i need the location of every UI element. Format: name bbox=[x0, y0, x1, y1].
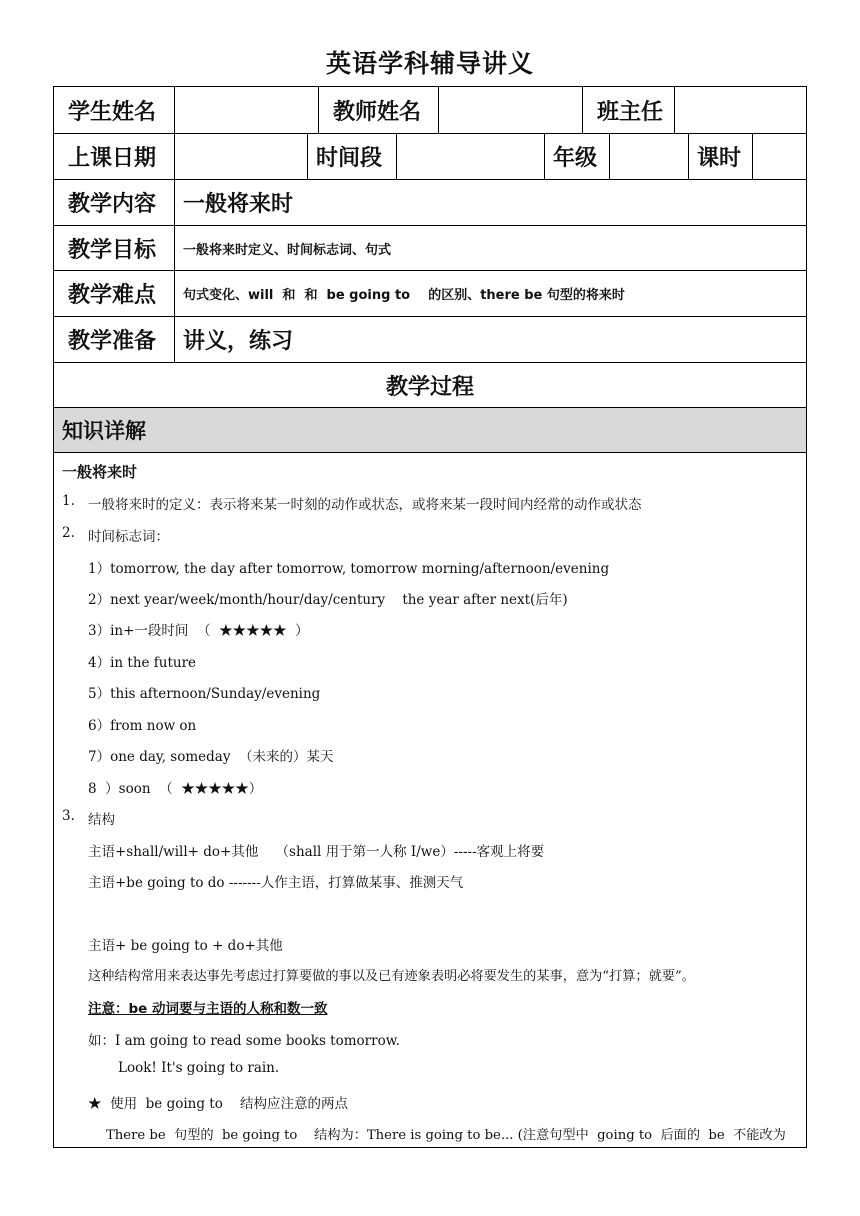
structure-formula: 主语+ be going to + do+其他 bbox=[88, 938, 283, 954]
teacher-name-label-cell bbox=[319, 87, 439, 133]
teaching-prep-label-cell bbox=[54, 317, 175, 362]
agreement-note: 注意：be 动词要与主语的人称和数一致 bbox=[88, 1001, 328, 1017]
teaching-goal-row bbox=[53, 225, 807, 270]
time-marker-5: 5）this afternoon/Sunday/evening bbox=[88, 686, 321, 702]
teaching-goal-label: 教学目标 bbox=[68, 237, 157, 263]
teaching-prep-row bbox=[53, 316, 807, 362]
info-row-2 bbox=[53, 133, 807, 179]
lesson-body bbox=[53, 452, 807, 1148]
teaching-content-value: 一般将来时 bbox=[183, 192, 294, 217]
list-number-1: 1. bbox=[62, 493, 75, 509]
time-slot-field[interactable] bbox=[397, 134, 545, 179]
student-name-field[interactable] bbox=[175, 87, 319, 133]
teaching-content-row bbox=[53, 179, 807, 225]
structure-be-going-to: 主语+be going to do -------人作主语，打算做某事、推测天气 bbox=[88, 875, 464, 891]
teacher-name-field[interactable] bbox=[439, 87, 583, 133]
head-teacher-label-cell bbox=[583, 87, 675, 133]
head-teacher-label: 班主任 bbox=[597, 99, 664, 125]
teaching-prep-field bbox=[175, 317, 806, 362]
teaching-difficulty-label-cell bbox=[54, 271, 175, 316]
time-markers-heading: 时间标志词： bbox=[88, 529, 169, 545]
teaching-prep-value: 讲义，练习 bbox=[183, 329, 294, 354]
teaching-content-label-cell bbox=[54, 180, 175, 225]
student-name-label-cell bbox=[54, 87, 175, 133]
teaching-difficulty-label: 教学难点 bbox=[68, 283, 157, 308]
class-date-field[interactable] bbox=[175, 134, 308, 179]
structure-will: 主语+shall/will+ do+其他 （shall 用于第一人称 I/we）-----客观上将要 bbox=[88, 844, 545, 860]
example-2: Look! It's going to rain. bbox=[118, 1060, 280, 1076]
teaching-difficulty-field bbox=[175, 271, 806, 316]
time-marker-2: 2）next year/week/month/hour/day/century the year after next(后年) bbox=[88, 592, 568, 608]
grade-label-cell bbox=[545, 134, 610, 179]
teaching-prep-label: 教学准备 bbox=[68, 329, 157, 354]
usage-notes-heading: ★ 使用 be going to 结构应注意的两点 bbox=[88, 1096, 349, 1112]
teaching-goal-field bbox=[175, 226, 806, 270]
class-hours-label-cell bbox=[689, 134, 753, 179]
teaching-difficulty-row bbox=[53, 270, 807, 316]
class-hours-field[interactable] bbox=[753, 134, 806, 179]
time-marker-1: 1）tomorrow, the day after tomorrow, tomorrow morning/afternoon/evening bbox=[88, 561, 610, 577]
document-title: 英语学科辅导讲义 bbox=[325, 49, 534, 78]
time-slot-label-cell bbox=[308, 134, 397, 179]
time-marker-6: 6）from now on bbox=[88, 718, 197, 734]
grade-label: 年级 bbox=[553, 146, 598, 171]
structure-explanation: 这种结构常用来表达事先考虑过打算要做的事以及已有迹象表明必将要发生的某事，意为“打算；就要”。 bbox=[88, 969, 695, 984]
time-marker-4: 4）in the future bbox=[88, 655, 197, 671]
there-be-structure: There be 句型的 be going to 结构为：There is going to be... (注意句型中 going to 后面的 be 不能改为 bbox=[106, 1128, 786, 1143]
student-name-label: 学生姓名 bbox=[68, 99, 157, 125]
list-number-3: 3. bbox=[62, 808, 75, 824]
teaching-difficulty-value: 句式变化、will 和 和 be going to 的区别、there be 句型的将来时 bbox=[183, 288, 625, 303]
teaching-goal-label-cell bbox=[54, 226, 175, 270]
knowledge-section-heading: 知识详解 bbox=[53, 407, 807, 453]
structure-heading: 结构 bbox=[88, 812, 115, 828]
list-number-2: 2. bbox=[62, 525, 75, 541]
grade-field[interactable] bbox=[610, 134, 689, 179]
teaching-content-label: 教学内容 bbox=[68, 192, 157, 217]
class-date-label: 上课日期 bbox=[68, 146, 157, 171]
teaching-process-heading: 教学过程 bbox=[53, 362, 807, 407]
class-date-label-cell bbox=[54, 134, 175, 179]
time-marker-3: 3）in+一段时间 （ ★★★★★ ） bbox=[88, 623, 309, 639]
time-slot-label: 时间段 bbox=[316, 146, 383, 171]
info-row-1 bbox=[53, 86, 807, 133]
head-teacher-field[interactable] bbox=[675, 87, 806, 133]
time-marker-7: 7）one day, someday （未来的）某天 bbox=[88, 749, 334, 765]
time-marker-8: 8 ）soon （ ★★★★★） bbox=[88, 781, 263, 797]
teacher-name-label: 教师姓名 bbox=[333, 99, 422, 125]
example-1: 如：I am going to read some books tomorrow. bbox=[88, 1033, 400, 1049]
teaching-content-field bbox=[175, 180, 806, 225]
topic-heading: 一般将来时 bbox=[62, 463, 138, 481]
teaching-goal-value: 一般将来时定义、时间标志词、句式 bbox=[183, 242, 392, 258]
class-hours-label: 课时 bbox=[697, 146, 742, 171]
definition-text: 一般将来时的定义：表示将来某一时刻的动作或状态，或将来某一段时间内经常的动作或状态 bbox=[88, 497, 642, 513]
